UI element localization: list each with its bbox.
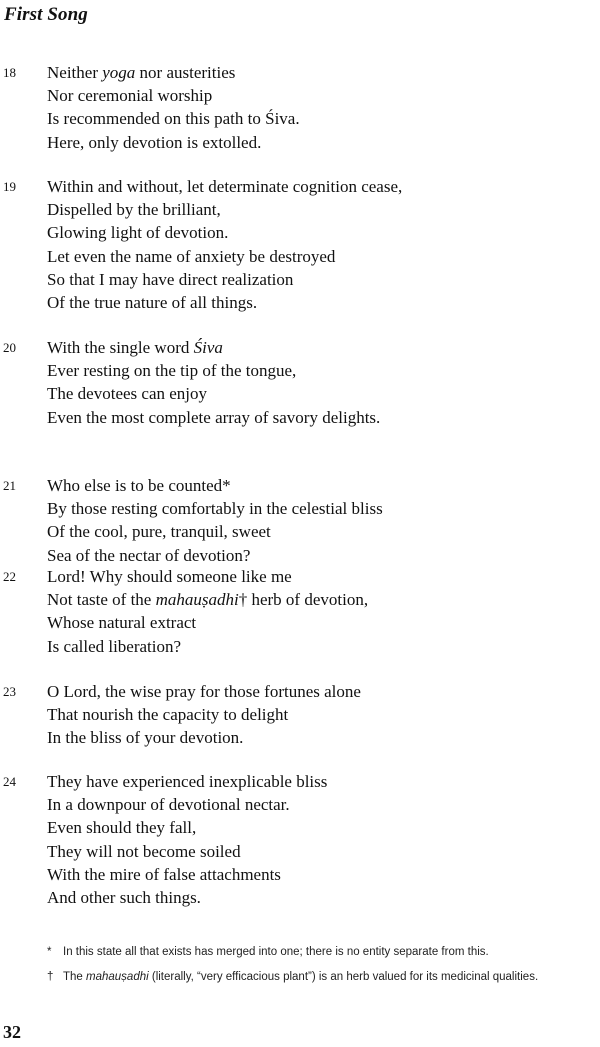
text-run: Who else is to be counted* — [47, 476, 231, 495]
chapter-header: First Song — [4, 4, 88, 25]
text-run: Of the true nature of all things. — [47, 293, 258, 313]
verse-number: 22 — [3, 569, 16, 584]
verse-line — [47, 770, 327, 793]
text-run: Even should they fall, — [47, 818, 197, 838]
text-run: And other such things. — [47, 888, 201, 908]
verse-number: 23 — [3, 684, 16, 699]
verse-lines — [47, 336, 380, 429]
text-run: nor austerities — [135, 63, 236, 82]
text-run: Sea of the nectar of devotion? — [47, 545, 251, 565]
text-run: Within and without, let determinate cognition cease, — [47, 177, 403, 196]
verse-line — [47, 61, 300, 84]
text-run: Ever resting on the tip of the tongue, — [47, 361, 297, 381]
verse-line — [47, 107, 300, 130]
verse-line — [47, 245, 402, 268]
verse-line — [47, 175, 402, 198]
verse-line — [47, 131, 300, 154]
text-run: Neither — [47, 63, 103, 82]
italic-term: Śiva — [193, 338, 223, 357]
footnote — [47, 945, 599, 961]
text-run: They have experienced inexplicable bliss — [47, 772, 328, 791]
verse-line — [47, 635, 368, 658]
text-run: The devotees can enjoy — [47, 384, 208, 404]
text-run: That nourish the capacity to delight — [47, 705, 289, 725]
verse-line — [47, 291, 402, 314]
verse-line — [47, 474, 383, 497]
verse-line — [47, 268, 402, 291]
text-run: Glowing light of devotion. — [47, 223, 229, 243]
verse-lines — [47, 680, 361, 750]
text-run: Lord! Why should someone like me — [47, 567, 292, 586]
italic-term: mahauṣadhi — [155, 590, 239, 610]
verse-line — [47, 406, 380, 429]
verse-number: 19 — [3, 179, 16, 194]
text-run: Not taste of the — [47, 590, 156, 610]
footnote-mark: * — [47, 946, 52, 958]
text-run: The — [63, 971, 87, 983]
verse-line — [47, 863, 327, 886]
text-run: In a downpour of devotional nectar. — [47, 795, 290, 815]
italic-term: yoga — [102, 63, 136, 82]
text-run: Of the cool, pure, tranquil, sweet — [47, 522, 271, 542]
text-run: Is recommended on this path to Śiva. — [47, 109, 300, 129]
text-run: In the bliss of your devotion. — [47, 728, 244, 748]
text-run: They will not become soiled — [47, 841, 241, 861]
verse-line — [47, 840, 327, 863]
verse-line — [47, 497, 383, 520]
verse-line — [47, 793, 327, 816]
italic-term: mahauṣadhi — [86, 971, 149, 983]
verse-line — [47, 198, 402, 221]
text-run: Let even the name of anxiety be destroyed — [47, 246, 336, 266]
verse-number: 18 — [3, 65, 16, 80]
text-run: With the mire of false attachments — [47, 864, 281, 884]
text-run: (literally, “very efficacious plant”) is an herb valued for its medicinal qualities. — [148, 971, 539, 983]
verse-line — [47, 588, 368, 611]
text-run: Nor ceremonial worship — [47, 86, 213, 106]
text-run: By those resting comfortably in the celestial bliss — [47, 499, 383, 519]
text-run: Whose natural extract — [47, 613, 197, 633]
verse-line — [47, 816, 327, 839]
verse-line — [47, 611, 368, 634]
verse-line — [47, 680, 361, 703]
verse-line — [47, 84, 300, 107]
verse-line — [47, 726, 361, 749]
verse-lines — [47, 175, 402, 314]
verse-line — [47, 544, 383, 567]
verse-line — [47, 382, 380, 405]
verse-line — [47, 565, 368, 588]
text-run: So that I may have direct realization — [47, 269, 294, 289]
text-run: O Lord, the wise pray for those fortunes alone — [47, 682, 361, 701]
verse-line — [47, 359, 380, 382]
verse-number: 24 — [3, 774, 16, 789]
text-run: In this state all that exists has merged into one; there is no entity separate from this. — [63, 946, 489, 958]
verse-lines — [47, 474, 383, 567]
verse-line — [47, 221, 402, 244]
footnote-mark: † — [47, 971, 54, 983]
page-number: 32 — [3, 1022, 21, 1042]
text-run: Dispelled by the brilliant, — [47, 200, 221, 220]
verse-line — [47, 336, 380, 359]
verse-line — [47, 520, 383, 543]
verse-lines — [47, 770, 327, 909]
verse-lines — [47, 565, 368, 658]
text-run: Even the most complete array of savory delights. — [47, 407, 381, 427]
footnote — [47, 970, 599, 986]
verse-lines — [47, 61, 300, 154]
verse-line — [47, 886, 327, 909]
text-run: † herb of devotion, — [238, 590, 369, 610]
text-run: Here, only devotion is extolled. — [47, 132, 262, 152]
verse-number: 20 — [3, 340, 16, 355]
text-run: Is called liberation? — [47, 636, 182, 656]
verse-line — [47, 703, 361, 726]
verse-number: 21 — [3, 478, 16, 493]
text-run: With the single word — [47, 338, 194, 357]
